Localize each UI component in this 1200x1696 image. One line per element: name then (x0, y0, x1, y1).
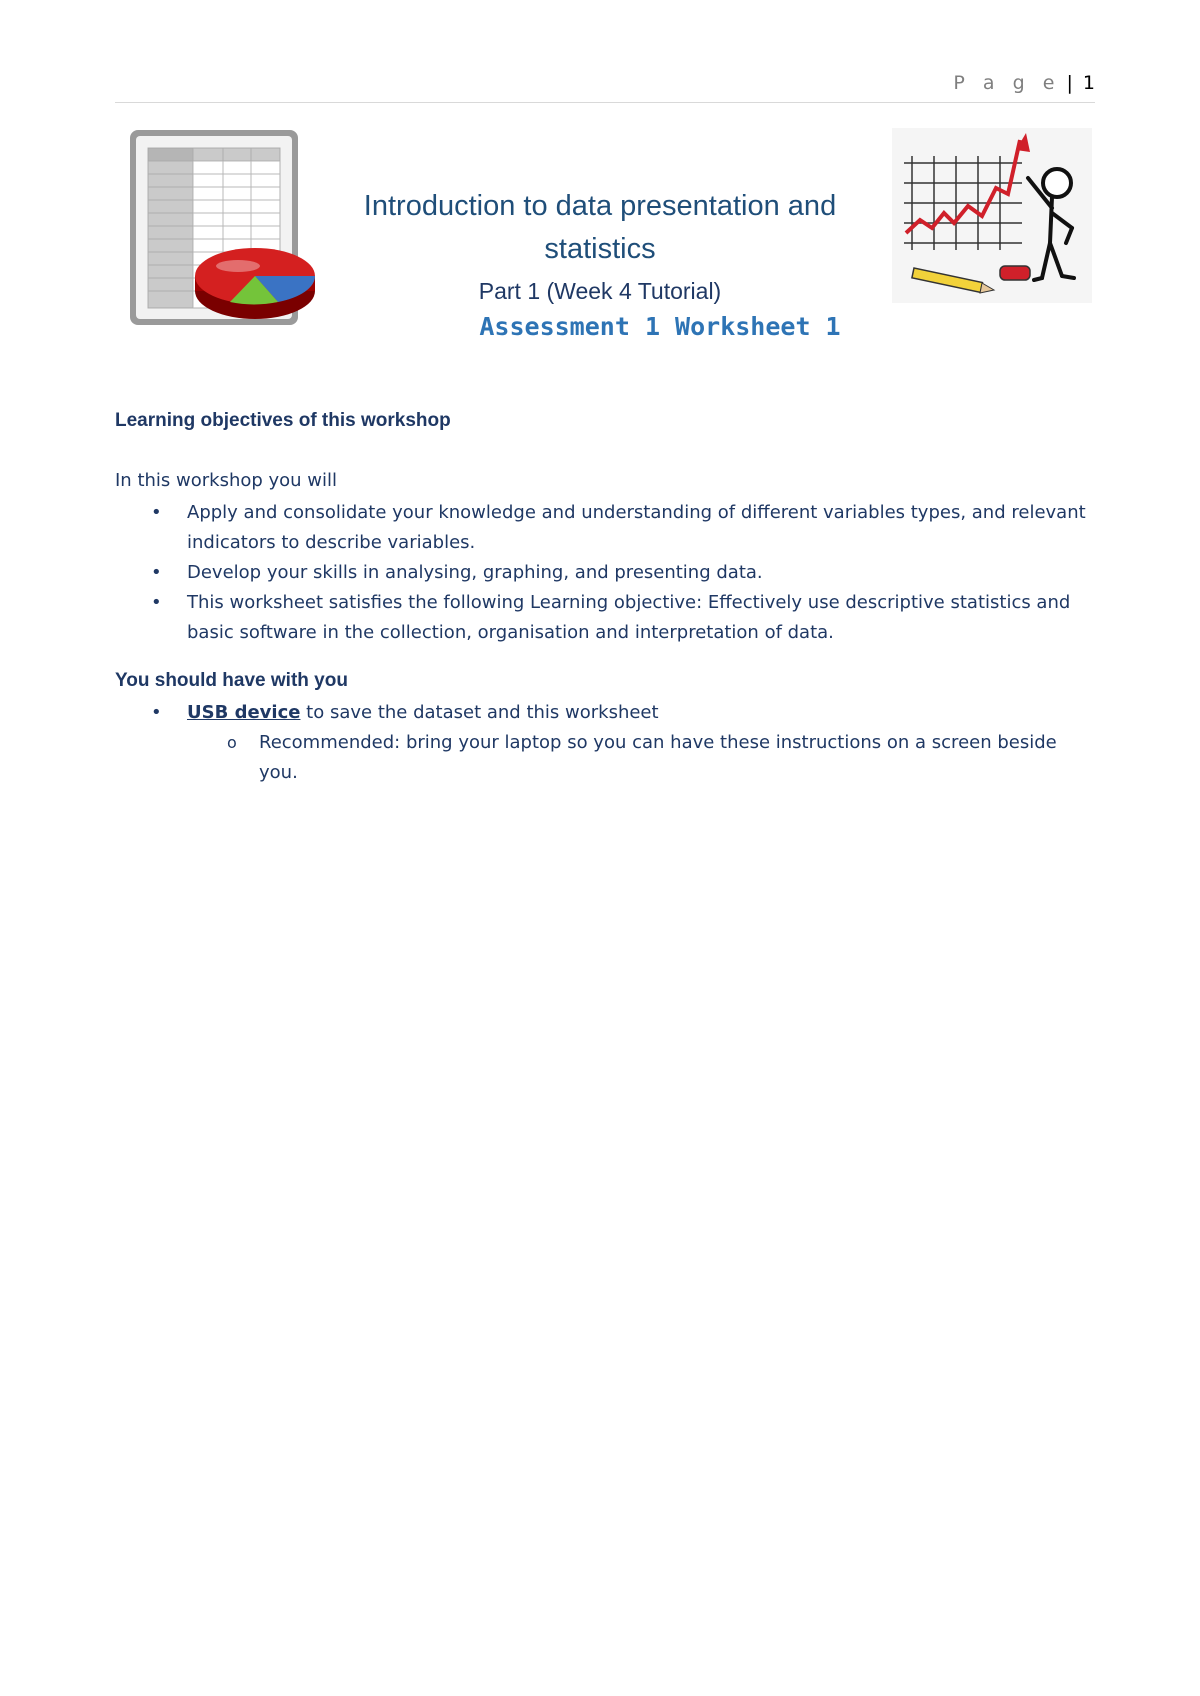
bullet-icon: • (151, 562, 162, 583)
bullet-icon: • (151, 592, 162, 613)
title-block (300, 185, 900, 271)
objectives-intro: In this workshop you will (115, 470, 338, 491)
bring-heading: You should have with you (115, 670, 348, 691)
objectives-heading: Learning objectives of this workshop (115, 410, 451, 431)
page-header (115, 72, 1095, 103)
usb-device-link[interactable]: USB device (187, 702, 301, 723)
bring-sub-list (187, 728, 1095, 788)
spreadsheet-pie-chart-icon (118, 128, 318, 333)
objectives-list (115, 498, 1095, 648)
document-title-line1: Introduction to data presentation and (363, 190, 837, 222)
list-item: • Apply and consolidate your knowledge and understanding of different variables types, and relevant indicators to describe variables. (115, 498, 1095, 558)
page-word: P a g e (953, 72, 1061, 94)
assessment-title: Assessment 1 Worksheet 1 (479, 312, 841, 341)
list-item: • Develop your skills in analysing, graphing, and presenting data. (115, 558, 1095, 588)
document-title-line2: statistics (544, 233, 656, 265)
bullet-icon: • (151, 502, 162, 523)
stick-figure-chart-icon (892, 128, 1092, 303)
list-item: • USB device to save the dataset and this worksheet o Recommended: bring your laptop so you can have these instructions on a screen beside you. (115, 698, 1095, 788)
list-item: o Recommended: bring your laptop so you can have these instructions on a screen beside you. (187, 728, 1095, 788)
page-number: 1 (1082, 72, 1095, 94)
circle-bullet-icon: o (227, 733, 237, 752)
page-separator: | (1066, 72, 1073, 94)
list-item: • This worksheet satisfies the following Learning objective: Effectively use descriptive statistics and basic software in the collection, organisation and interpretation of data. (115, 588, 1095, 648)
part-subtitle: Part 1 (Week 4 Tutorial) (478, 278, 722, 304)
bullet-icon: • (151, 702, 162, 723)
bring-list (115, 698, 1095, 788)
